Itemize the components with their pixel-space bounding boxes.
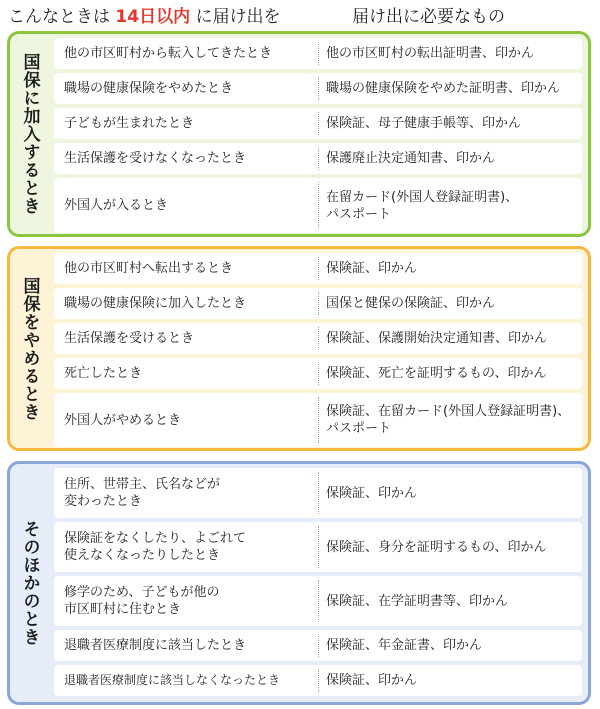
table-row [54, 468, 582, 518]
table-row [54, 253, 582, 284]
required-cell: 保険証、死亡を証明するもの、印かん [326, 358, 576, 389]
when-cell: 保険証をなくしたり、よごれて 使えなくなったりしたとき [64, 531, 247, 563]
when-cell: 生活保護を受けなくなったとき [64, 151, 247, 166]
when-cell: 外国人が入るとき [64, 198, 169, 213]
required-cell: 職場の健康保険をやめた証明書、印かん [326, 73, 576, 104]
table-row [54, 358, 582, 389]
when-cell: 職場の健康保険に加入したとき [64, 296, 247, 311]
section-leave [7, 246, 591, 451]
required-cell: 保険証、保護開始決定通知書、印かん [326, 323, 576, 354]
when-cell: 修学のため、子どもが他の 市区町村に住むとき [64, 585, 220, 617]
section-title-text: 国保をやめるとき [19, 276, 40, 421]
table-row [54, 393, 582, 447]
when-cell: 子どもが生まれたとき [64, 116, 195, 131]
table-row [54, 108, 582, 139]
table-row [54, 288, 582, 319]
required-cell: 保険証、印かん [326, 468, 576, 518]
section-title-text: 国保に加入するとき [19, 53, 40, 215]
table-row [54, 522, 582, 572]
required-cell: 国保と健保の保険証、印かん [326, 288, 576, 319]
heading-prefix: こんなときは [8, 7, 110, 27]
when-cell: 死亡したとき [64, 366, 143, 381]
table-row [54, 178, 582, 233]
page-header [0, 0, 600, 26]
section-join [7, 31, 591, 237]
required-cell: 他の市区町村の転出証明書、印かん [326, 38, 576, 69]
section-title [15, 249, 45, 448]
section-title-text: そのほかのとき [19, 520, 40, 646]
section-title [15, 34, 45, 234]
when-cell: 生活保護を受けるとき [64, 331, 195, 346]
when-cell: 住所、世帯主、氏名などが 変わったとき [64, 477, 221, 509]
table-row [54, 73, 582, 104]
when-cell: 職場の健康保険をやめたとき [64, 81, 234, 96]
table-row [54, 38, 582, 69]
table-row [54, 630, 582, 661]
table-row [54, 143, 582, 174]
required-cell: 在留カード(外国人登録証明書)、 パスポート [326, 178, 576, 233]
required-cell: 保険証、母子健康手帳等、印かん [326, 108, 576, 139]
when-cell: 外国人がやめるとき [64, 412, 182, 428]
section-other [7, 461, 591, 705]
required-cell: 保険証、印かん [326, 665, 576, 696]
required-cell: 保険証、年金証書、印かん [326, 630, 576, 661]
when-cell: 退職者医療制度に該当しなくなったとき [64, 673, 281, 687]
table-row [54, 576, 582, 626]
required-cell: 保険証、印かん [326, 253, 576, 284]
required-cell: 保護廃止決定通知書、印かん [326, 143, 576, 174]
table-row [54, 323, 582, 354]
when-cell: 退職者医療制度に該当したとき [64, 638, 247, 653]
table-row [54, 665, 582, 696]
required-cell: 保険証、身分を証明するもの、印かん [326, 522, 576, 572]
required-cell: 保険証、在学証明書等、印かん [326, 576, 576, 626]
deadline-highlight: 14日以内 [115, 7, 191, 27]
section-title [15, 464, 45, 702]
required-items-heading: 届け出に必要なもの [352, 7, 505, 27]
when-cell: 他の市区町村へ転出するとき [64, 261, 234, 276]
when-column-heading [8, 2, 280, 27]
when-cell: 他の市区町村から転入してきたとき [64, 46, 273, 61]
required-cell: 保険証、在留カード(外国人登録証明書)、 パスポート [326, 393, 576, 447]
heading-suffix: に届け出を [195, 7, 281, 27]
